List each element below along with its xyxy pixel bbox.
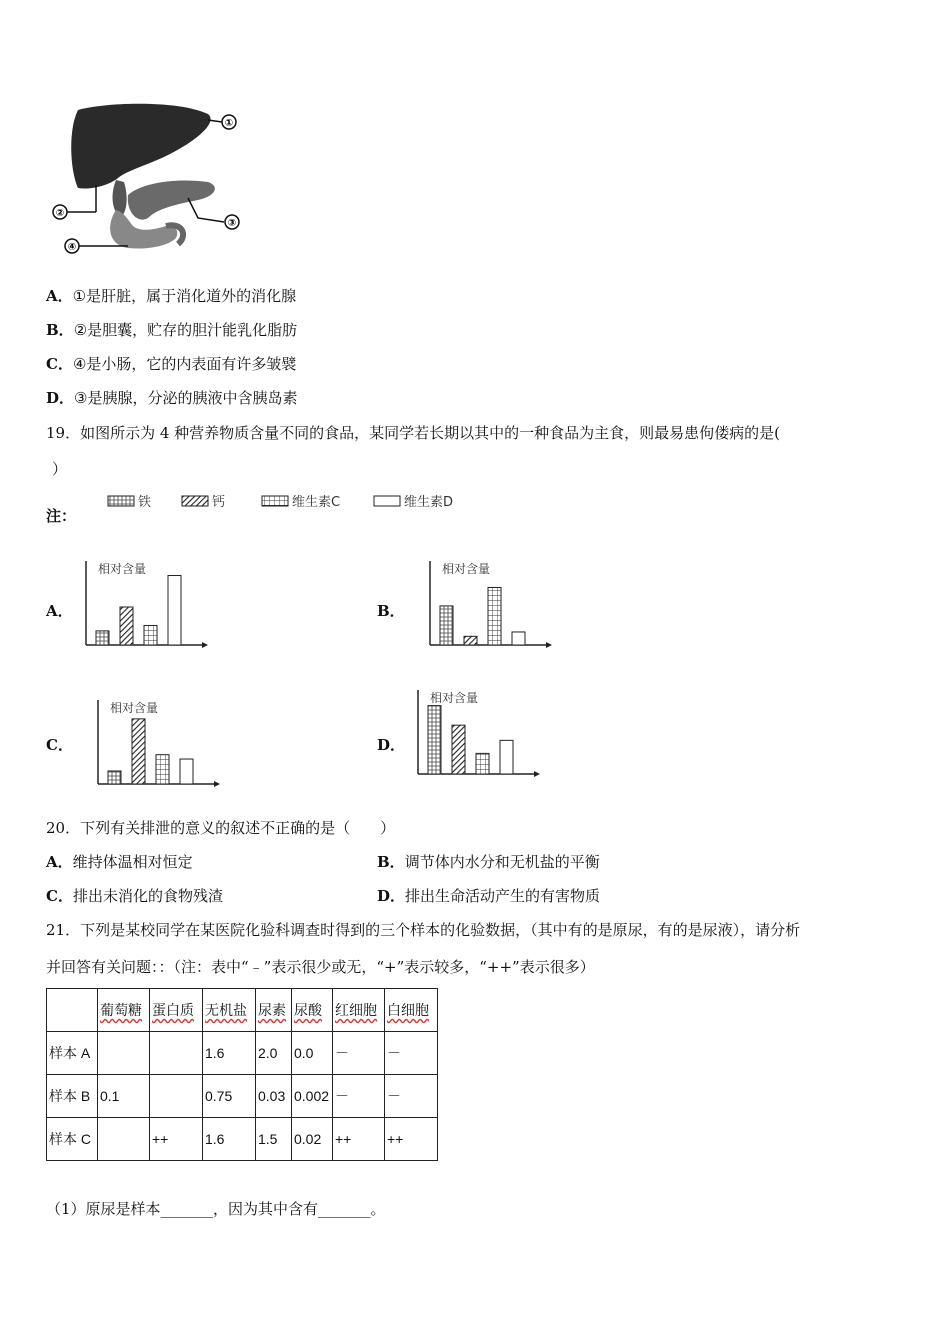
legend-vitamin-d [374, 494, 453, 510]
q19-option-b[interactable]: B． [377, 602, 405, 620]
option-key: A． [46, 853, 73, 871]
option-key: D． [377, 887, 406, 905]
table-cell: － [333, 1032, 385, 1075]
q20-stem: 20．下列有关排泄的意义的叙述不正确的是（ ） [46, 819, 396, 837]
chart-a [78, 555, 213, 655]
q20-option-a[interactable] [46, 852, 193, 872]
q21-stem-line2: 并回答有关问题：：（注：表中“﹣”表示很少或无，“+”表示较多，“++”表示很多） [46, 958, 595, 976]
option-text: ④是小肠，它的内表面有许多皱襞 [72, 355, 297, 373]
q18-option-b[interactable] [46, 320, 297, 340]
bar-vitamin-c [156, 755, 169, 784]
liver-shape [71, 104, 210, 189]
x-axis-arrow [202, 642, 208, 648]
q19-option-c[interactable]: C． [46, 736, 73, 754]
digestive-organs-figure [48, 100, 248, 260]
svg-text:维生素D: 维生素D [404, 495, 454, 510]
option-key: B． [46, 321, 74, 339]
q21-lab-table [46, 988, 438, 1161]
bar-calcium [120, 607, 133, 645]
table-cell: ++ [150, 1118, 203, 1161]
bar-calcium [464, 636, 477, 645]
bar-calcium [132, 719, 145, 784]
bar-iron [108, 771, 121, 784]
option-text: 维持体温相对恒定 [72, 853, 193, 871]
chart-title: 相对含量 [110, 701, 159, 715]
table-row [47, 1075, 438, 1118]
table-cell: － [385, 1032, 438, 1075]
option-key: A． [46, 287, 73, 305]
bar-iron [440, 606, 453, 645]
label-1 [222, 115, 236, 129]
x-axis-arrow [534, 771, 540, 777]
bar-calcium [452, 725, 465, 774]
table-cell: 0.03 [256, 1075, 292, 1118]
chart-b [422, 555, 557, 655]
x-axis-arrow [214, 781, 220, 787]
table-cell: 1.5 [256, 1118, 292, 1161]
q18-option-c[interactable] [46, 354, 296, 374]
chart-title: 相对含量 [430, 691, 479, 705]
table-cell [98, 1032, 150, 1075]
svg-text:铁: 铁 [138, 495, 152, 510]
option-key: D． [46, 389, 75, 407]
bar-vitamin-d [180, 759, 193, 784]
option-key: C． [46, 355, 73, 373]
svg-text:④: ④ [67, 242, 77, 253]
q20-option-c[interactable] [46, 886, 223, 906]
option-text: ③是胰腺，分泌的胰液中含胰岛素 [74, 389, 298, 407]
table-cell: 0.1 [98, 1075, 150, 1118]
option-text: 排出未消化的食物残渣 [72, 887, 223, 905]
table-cell: 0.02 [292, 1118, 333, 1161]
table-cell [98, 1118, 150, 1161]
chart-d [410, 684, 545, 784]
table-cell: 2.0 [256, 1032, 292, 1075]
q18-option-d[interactable] [46, 388, 297, 408]
q20-option-b[interactable] [377, 852, 600, 872]
svg-text:维生素C: 维生素C [292, 495, 341, 510]
q19-stem-end: ） [52, 460, 68, 478]
svg-text:钙: 钙 [212, 495, 226, 510]
pancreas-shape [128, 181, 215, 220]
table-cell: 样本 B [47, 1075, 98, 1118]
q21-stem-line1: 21．下列是某校同学在某医院化验科调查时得到的三个样本的化验数据，（其中有的是原尿，有的是尿液），请分析 [46, 921, 801, 939]
q18-option-a[interactable] [46, 286, 296, 306]
table-header-cell: 尿酸 [292, 989, 333, 1032]
table-cell [150, 1032, 203, 1075]
option-text: 调节体内水分和无机盐的平衡 [404, 853, 600, 871]
table-header-cell: 葡萄糖 [98, 989, 150, 1032]
q19-option-a[interactable]: A． [46, 602, 73, 620]
table-cell: 1.6 [203, 1118, 256, 1161]
bar-iron [96, 631, 109, 645]
q19-note-label: 注： [46, 507, 77, 525]
option-text: ①是肝脏，属于消化道外的消化腺 [72, 287, 297, 305]
legend-vitamin-c [262, 494, 340, 510]
svg-text:①: ① [224, 118, 234, 129]
chart-c [90, 694, 225, 794]
table-header-cell [47, 989, 98, 1032]
table-row [47, 1118, 438, 1161]
q21-sub1: （1）原尿是样本_______，因为其中含有_______。 [46, 1200, 386, 1218]
q19-stem: 19．如图所示为 4 种营养物质含量不同的食品，某同学若长期以其中的一种食品为主食，则最易患佝偻病的是( [46, 424, 781, 442]
option-key: C． [46, 887, 73, 905]
legend-calcium [182, 495, 225, 510]
table-header-cell: 蛋白质 [150, 989, 203, 1032]
table-cell: ++ [333, 1118, 385, 1161]
label-4 [65, 239, 79, 253]
table-header-cell: 无机盐 [203, 989, 256, 1032]
table-row [47, 1032, 438, 1075]
option-text: ②是胆囊，贮存的胆汁能乳化脂肪 [73, 321, 298, 339]
table-cell: 0.75 [203, 1075, 256, 1118]
table-header-cell: 尿素 [256, 989, 292, 1032]
q19-option-d[interactable]: D． [377, 736, 406, 754]
bar-vitamin-d [512, 632, 525, 645]
x-axis-arrow [546, 642, 552, 648]
q19-legend [104, 490, 484, 514]
bar-vitamin-c [488, 587, 501, 645]
label-3 [225, 215, 239, 229]
table-cell: ++ [385, 1118, 438, 1161]
svg-text:③: ③ [227, 218, 237, 229]
table-header-cell: 白细胞 [385, 989, 438, 1032]
bar-vitamin-d [500, 740, 513, 774]
table-cell: 样本 A [47, 1032, 98, 1075]
table-cell: 0.002 [292, 1075, 333, 1118]
table-header-cell: 红细胞 [333, 989, 385, 1032]
bar-vitamin-d [168, 576, 181, 645]
table-header-row [47, 989, 438, 1032]
q20-option-d[interactable] [377, 886, 600, 906]
table-cell: － [333, 1075, 385, 1118]
chart-title: 相对含量 [442, 562, 491, 576]
label-2 [53, 205, 67, 219]
bar-vitamin-c [476, 753, 489, 774]
chart-title: 相对含量 [98, 562, 147, 576]
table-cell: 1.6 [203, 1032, 256, 1075]
bar-iron [428, 706, 441, 774]
bar-vitamin-c [144, 625, 157, 645]
table-cell: － [385, 1075, 438, 1118]
table-cell [150, 1075, 203, 1118]
option-key: B． [377, 853, 405, 871]
svg-text:②: ② [55, 208, 65, 219]
table-cell: 样本 C [47, 1118, 98, 1161]
table-cell: 0.0 [292, 1032, 333, 1075]
option-text: 排出生命活动产生的有害物质 [405, 887, 601, 905]
legend-iron [108, 494, 151, 510]
